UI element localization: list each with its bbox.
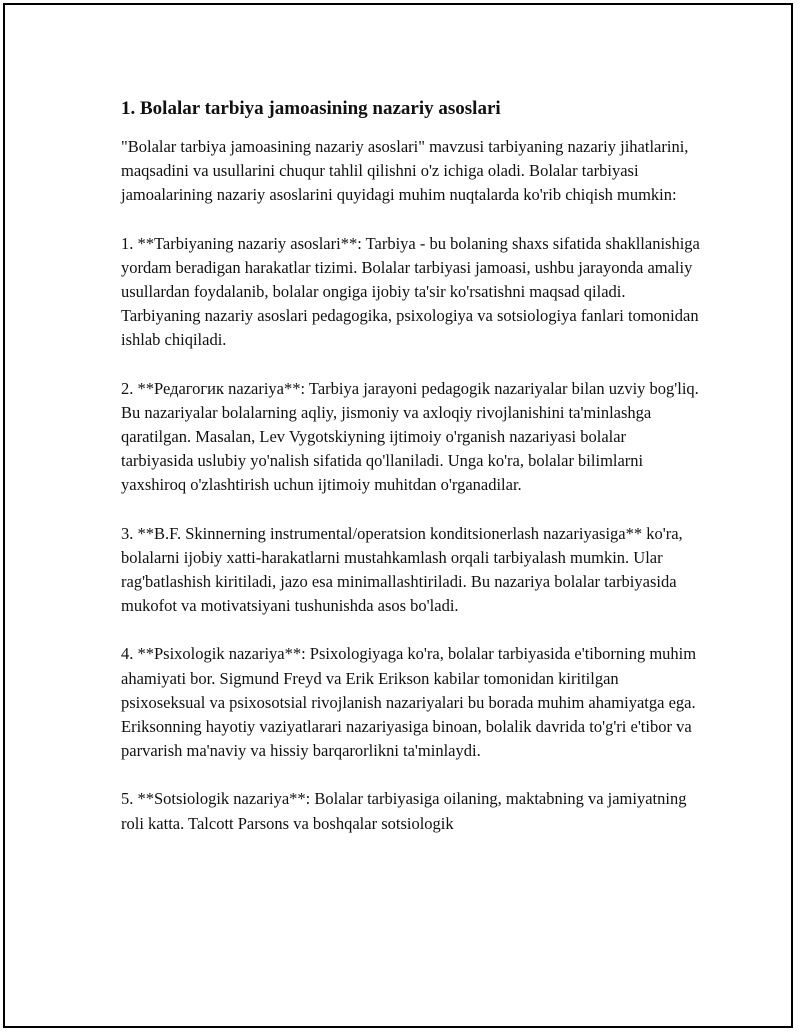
paragraph-tarbiyaning-nazariy-asoslari: 1. **Tarbiyaning nazariy asoslari**: Tarbiya - bu bolaning shaxs sifatida shakllanishiga yordam beradigan harakatlar tizimi. Bolalar tarbiyasi jamoasi, ushbu jarayonda amaliy usullardan foydalanib, bolalar ongiga ijobiy ta'sir ko'rsatishni maqsad qiladi. Tarbiyaning nazariy asoslari pedagogika, psixologiya va sotsiologiya fanlari tomonidan ishlab chiqiladi. — [121, 233, 700, 350]
document-title: 1. Bolalar tarbiya jamoasining nazariy asoslari — [121, 98, 501, 119]
paragraph-skinner-nazariyasi: 3. **B.F. Skinnerning instrumental/operatsion konditsionerlash nazariyasiga** ko'ra, bolalarni ijobiy xatti-harakatlarni mustahkamlash orqali tarbiyalash mumkin. Ular rag'batlashish kiritiladi, jazo esa minimallashtiriladi. Bu nazariya bolalar tarbiyasida mukofot va motivatsiyani tushunishda asos bo'ladi. — [121, 523, 683, 616]
paragraph-psixologik-nazariya: 4. **Psixologik nazariya**: Psixologiyaga ko'ra, bolalar tarbiyasida e'tiborning muhim ahamiyati bor. Sigmund Freyd va Erik Erikson kabilar tomonidan kiritilgan psixoseksual va psixosotsial rivojlanish nazariyalari bu borada muhim ahamiyatga ega. Eriksonning hayotiy vaziyatlarari nazariyasiga binoan, bolalik davrida to'g'ri e'tibor va parvarish ma'naviy va hissiy barqarorlikni ta'minlaydi. — [121, 644, 697, 761]
page-frame — [3, 3, 793, 1028]
document-body — [121, 95, 701, 860]
intro-paragraph: "Bolalar tarbiya jamoasining nazariy asoslari" mavzusi tarbiyaning nazariy jihatlarini, maqsadini va usullarini chuqur tahlil qilishni o'z ichiga oladi. Bolalar tarbiyasi jamoalarining nazariy asoslarini quyidagi muhim nuqtalarda ko'rib chiqish mumkin: — [121, 137, 689, 205]
paragraph-sotsiologik-nazariya: 5. **Sotsiologik nazariya**: Bolalar tarbiyasiga oilaning, maktabning va jamiyatning roli katta. Talcott Parsons va boshqalar sotsiologik — [121, 789, 687, 833]
paragraph-pedagogik-nazariya: 2. **Редагогик nazariya**: Tarbiya jarayoni pedagogik nazariyalar bilan uzviy bog'liq. Bu nazariyalar bolalarning aqliy, jismoniy va axloqiy rivojlanishini ta'minlashga qaratilgan. Masalan, Lev Vygotskiyning ijtimoiy o'rganish nazariyasi bolalar tarbiyasida uslubiy yo'nalish sifatida qo'llaniladi. Unga ko'ra, bolalar bilimlarni yaxshiroq o'zlashtirish uchun ijtimoiy muhitdan o'rganadilar. — [121, 378, 699, 495]
